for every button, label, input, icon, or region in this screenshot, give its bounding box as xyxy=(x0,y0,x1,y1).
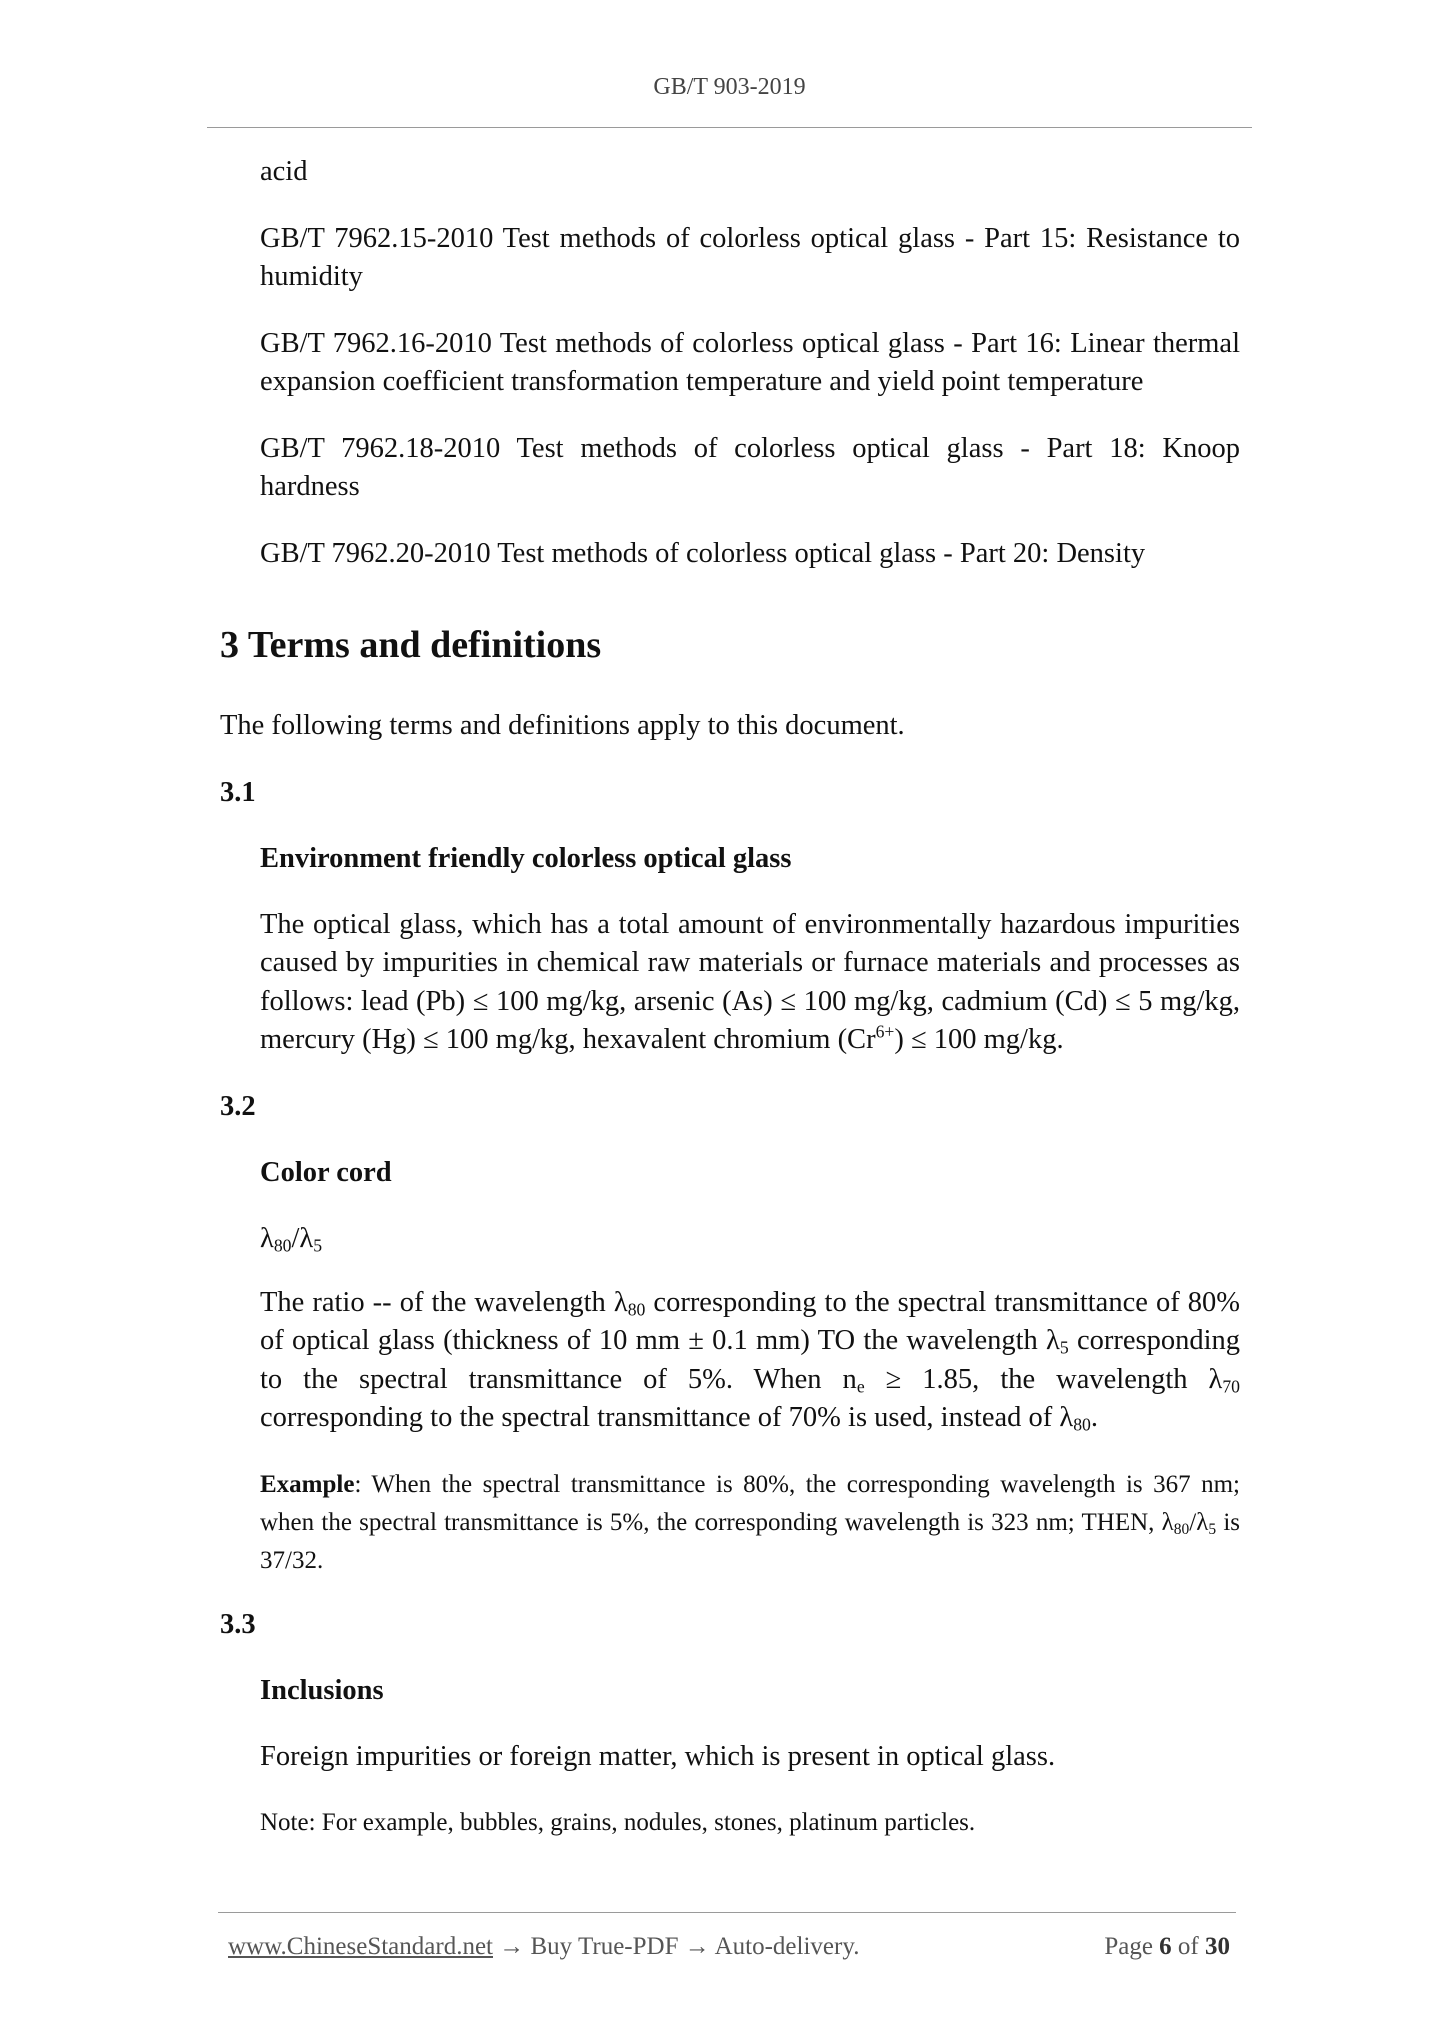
section-heading: 3 Terms and definitions xyxy=(220,624,602,666)
section-intro: The following terms and definitions apply to this document. xyxy=(220,710,905,741)
term-example: Example: When the spectral transmittance is 80%, the corresponding wavelength is 367 nm; when the spectral transmittance is 5%, the corresponding wavelength is 323 nm; THEN, $\lambda_{80}/\lambda_5$ is 37/32. xyxy=(260,1470,1240,1574)
term-number: 3.2 xyxy=(220,1090,256,1122)
term-definition: The optical glass, which has a total amount of environmentally hazardous impurities caused by impurities in chemical raw materials or furnace materials and processes as follows: lead (Pb) ≤ 100 mg/kg, arsenic (As) ≤ 100 mg/kg, cadmium (Cd) ≤ 5 mg/kg, mercury (Hg) ≤ 100 mg/kg, hexavalent chromium $(Cr^{6+}) \le 100$ mg/kg. xyxy=(260,908,1240,1055)
term-number: 3.1 xyxy=(220,776,256,808)
term-name: Color cord xyxy=(260,1156,392,1188)
term-number: 3.3 xyxy=(220,1608,256,1640)
reference-item: GB/T 7962.16-2010 Test methods of colorless optical glass - Part 16: Linear thermal expansion coefficient transformation temperature and yield point temperature xyxy=(260,327,1240,397)
reference-item: GB/T 7962.18-2010 Test methods of colorless optical glass - Part 18: Knoop hardness xyxy=(260,432,1240,502)
term-definition: The ratio -- of the wavelength $\lambda_{80}$ corresponding to the spectral transmittance of 80% of optical glass (thickness of 10 mm ± 0.1 mm) TO the wavelength $\lambda_5$ corresponding to the spectral transmittance of 5%. When $n_e \ge 1.85$, the wavelength $\lambda_{70}$ corresponding to the spectral transmittance of 70% is used, instead of $\lambda_{80}$. xyxy=(260,1286,1241,1435)
reference-fragment: acid xyxy=(260,156,308,187)
reference-item: GB/T 7962.20-2010 Test methods of colorless optical glass - Part 20: Density xyxy=(260,537,1146,569)
header-divider xyxy=(207,127,1252,128)
footer-promo: www.ChineseStandard.net → Buy True-PDF → Auto-delivery. xyxy=(228,1933,860,1960)
term-note: Note: For example, bubbles, grains, nodules, stones, platinum particles. xyxy=(260,1809,976,1836)
website-link[interactable]: www.ChineseStandard.net xyxy=(228,1933,493,1960)
term-name: Environment friendly colorless optical glass xyxy=(260,842,792,874)
page-counter: Page 6 of 30 xyxy=(1104,1933,1230,1960)
page-header: GB/T 903-2019 xyxy=(653,74,806,100)
reference-item: GB/T 7962.15-2010 Test methods of colorless optical glass - Part 15: Resistance to humidity xyxy=(260,222,1240,292)
term-symbol: $\lambda_{80}/\lambda_5$ xyxy=(260,1222,323,1255)
document-body xyxy=(220,153,1240,1868)
term-name: Inclusions xyxy=(260,1674,384,1706)
term-definition: Foreign impurities or foreign matter, which is present in optical glass. xyxy=(260,1740,1056,1772)
footer-divider xyxy=(218,1912,1236,1913)
